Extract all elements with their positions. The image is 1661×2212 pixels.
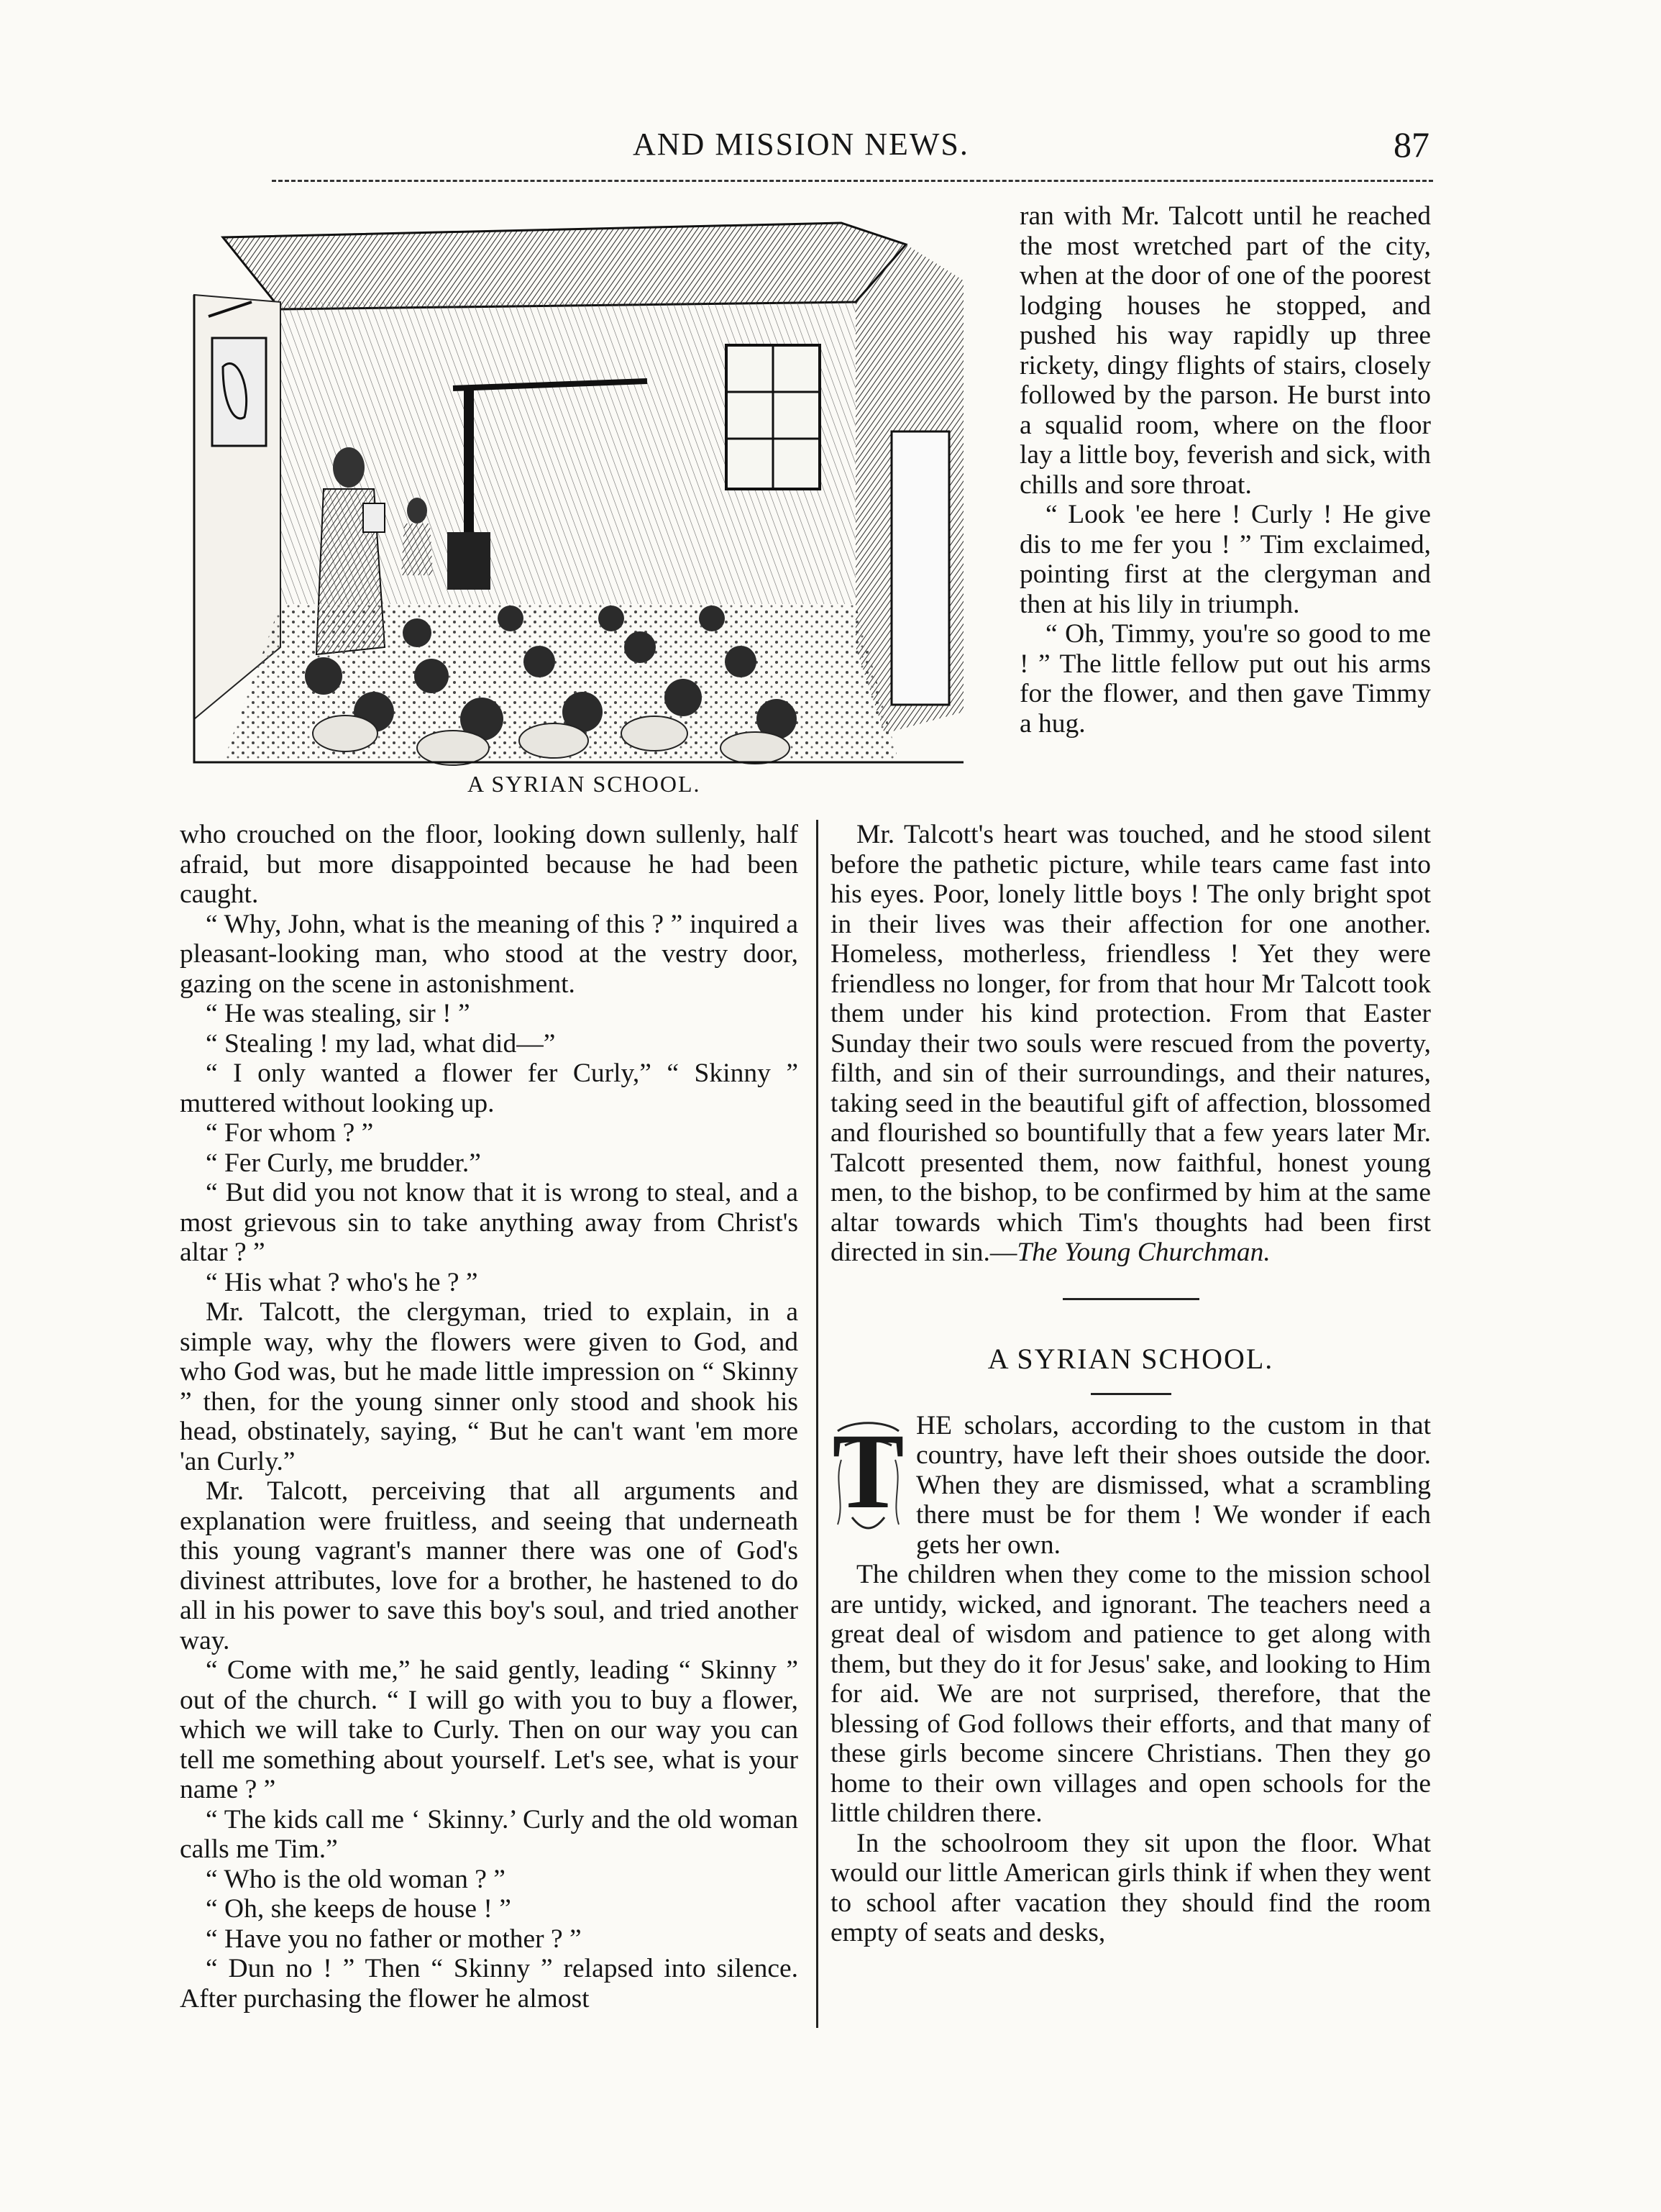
- paragraph: In the schoolroom they sit upon the floor. What would our little American girls think if when they went to school after vacation they should find the room empty of seats and desks,: [830, 1828, 1431, 1947]
- section-title: A SYRIAN SCHOOL.: [987, 1342, 1274, 1375]
- figure-caption: A SYRIAN SCHOOL.: [467, 771, 701, 797]
- section-rule: [1063, 1298, 1199, 1300]
- paragraph: “ His what ? who's he ? ”: [206, 1267, 478, 1297]
- column-divider: [816, 820, 818, 2028]
- right-column-top: [1020, 201, 1431, 739]
- paragraph: “ Who is the old woman ? ”: [206, 1864, 505, 1894]
- paragraph: “ Dun no ! ” Then “ Skinny ” relapsed into silence. After purchasing the flower he almost: [180, 1954, 798, 2014]
- story-conclusion-text: Mr. Talcott's heart was touched, and he stood silent before the pathetic picture, while tears came fast into his eyes. Poor, lonely little boys ! The only bright spot in their lives was their affection for one another. Homeless, motherless, friendless ! Yet they were friendless no longer, for from that hour Mr Talcott took them under his kind protection. From that Easter Sunday their two souls were rescued from the poverty, filth, and sin of their surroundings, and their natures, taking seed in the beautiful gift of affection, blossomed and flourished so bountifully that a few years later Mr. Talcott presented them, now faithful, honest young men, to the bishop, to be confirmed by him at the same altar towards which Tim's thoughts had been first directed in sin.—: [830, 820, 1431, 1267]
- paragraph: The children when they come to the mission school are untidy, wicked, and ignorant. The teachers need a great deal of wisdom and patience to get along with them, but they do it for Jesus' sake, and looking to Him for aid. We are not surprised, therefore, that the blessing of God follows their efforts, and that many of these girls become sincere Christians. Then they go home to their own villages and open schools for the little children there.: [830, 1560, 1431, 1828]
- source-credit: The Young Churchman.: [1017, 1238, 1271, 1267]
- decorative-initial: [830, 1411, 906, 1535]
- paragraph: “ Look 'ee here ! Curly ! He give dis to me fer you ! ” Tim exclaimed, pointing first at the clergyman and then at his lily in triumph.: [1020, 500, 1431, 619]
- page-number: 87: [1394, 124, 1429, 165]
- paragraph: “ The kids call me ‘ Skinny.’ Curly and the old woman calls me Tim.”: [180, 1804, 798, 1864]
- paragraph: “ I only wanted a flower fer Curly,” “ Skinny ” muttered without looking up.: [180, 1059, 798, 1118]
- engraving-image: [180, 216, 985, 784]
- paragraph: “ He was stealing, sir ! ”: [206, 999, 470, 1028]
- title-rule: [1091, 1393, 1171, 1395]
- paragraph: Mr. Talcott, the clergyman, tried to explain, in a simple way, why the flowers were given to God, and who God was, but he made little impression on “ Skinny ” then, for the young sinner only stood and shook his head, obstinately, saying, “ But he can't want 'em more 'an Curly.”: [180, 1297, 798, 1476]
- syrian-school-illustration: [180, 216, 985, 784]
- paragraph: HE scholars, according to the custom in that country, have left their shoes outside the door. When they are dismissed, what a scrambling there must be for them ! We wonder if each gets her own.: [916, 1410, 1431, 1560]
- dropcap-letter: T: [832, 1411, 905, 1531]
- paragraph: ran with Mr. Talcott until he reached the most wretched part of the city, when at the door of one of the poorest lodging houses he stopped, and pushed his way rapidly up three rickety, dingy flights of stairs, closely followed by the parson. He burst into a squalid room, where on the floor lay a little boy, feverish and sick, with chills and sore throat.: [1020, 201, 1431, 500]
- paragraph: “ Have you no father or mother ? ”: [206, 1924, 582, 1954]
- paragraph: who crouched on the floor, looking down sullenly, half afraid, but more disappointed because he had been caught.: [180, 820, 798, 909]
- left-column: [180, 820, 798, 2014]
- paragraph: “ Oh, Timmy, you're so good to me ! ” The little fellow put out his arms for the flower, and then gave Timmy a hug.: [1020, 619, 1431, 739]
- paragraph: “ For whom ? ”: [206, 1118, 374, 1148]
- header-rule: [272, 180, 1433, 182]
- story-conclusion: [830, 820, 1431, 1268]
- running-title: AND MISSION NEWS.: [633, 127, 969, 162]
- right-column: [830, 820, 1431, 1948]
- paragraph: “ Come with me,” he said gently, leading “ Skinny ” out of the church. “ I will go with you to buy a flower, which we will take to Curly. Then on our way you can tell me something about yourself. Let's see, what is your name ? ”: [180, 1655, 798, 1804]
- paragraph: “ Oh, she keeps de house ! ”: [206, 1894, 511, 1924]
- paragraph: Mr. Talcott, perceiving that all arguments and explanation were fruitless, and seeing that underneath this young vagrant's manner there was one of God's divinest attributes, love for a brother, he hastened to do all in his power to save this boy's soul, and tried another way.: [180, 1476, 798, 1655]
- paragraph: “ Fer Curly, me brudder.”: [206, 1148, 481, 1178]
- syrian-school-article: [830, 1411, 1431, 1948]
- paragraph: “ But did you not know that it is wrong to steal, and a most grievous sin to take anything away from Christ's altar ? ”: [180, 1178, 798, 1267]
- paragraph: “ Stealing ! my lad, what did—”: [206, 1028, 556, 1059]
- paragraph: “ Why, John, what is the meaning of this ? ” inquired a pleasant-looking man, who stood at the vestry door, gazing on the scene in astonishment.: [180, 909, 798, 999]
